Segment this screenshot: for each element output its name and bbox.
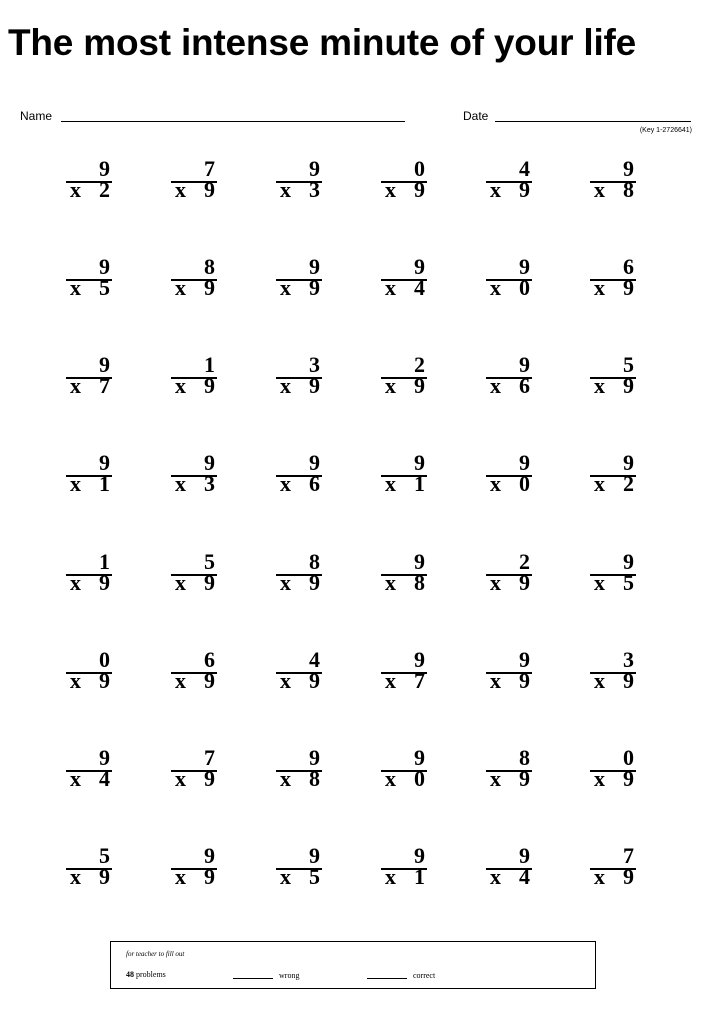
multiply-sign: x: [594, 570, 605, 595]
problem: [66, 452, 112, 498]
multiplier-row: [381, 668, 427, 693]
problem: [486, 649, 532, 695]
multiplier: 1: [99, 471, 110, 496]
multiply-sign: x: [490, 766, 501, 791]
multiplier-row: [590, 373, 636, 398]
problem: [171, 256, 217, 302]
problem: [381, 452, 427, 498]
multiply-sign: x: [70, 471, 81, 496]
multiplicand: 1: [99, 549, 110, 574]
problem: [171, 845, 217, 891]
multiplier: 9: [99, 570, 110, 595]
multiplier: 3: [309, 177, 320, 202]
problem: [381, 845, 427, 891]
problem: [171, 452, 217, 498]
problem: [486, 747, 532, 793]
multiply-sign: x: [594, 864, 605, 889]
problem: [66, 845, 112, 891]
wrong-label: wrong: [279, 971, 300, 980]
multiplier: 9: [623, 766, 634, 791]
problem: [590, 256, 636, 302]
multiplicand: 0: [623, 745, 634, 770]
multiplicand: 7: [204, 745, 215, 770]
multiplier-row: [276, 177, 322, 202]
problem: [276, 354, 322, 400]
problem: [276, 158, 322, 204]
date-field-line[interactable]: [495, 121, 691, 122]
multiplier-row: [171, 275, 217, 300]
problem: [66, 158, 112, 204]
problem: [66, 551, 112, 597]
multiplier-row: [381, 275, 427, 300]
multiplier: 6: [519, 373, 530, 398]
multiplicand: 9: [309, 450, 320, 475]
multiplier-row: [486, 570, 532, 595]
multiply-sign: x: [490, 570, 501, 595]
multiplicand: 4: [309, 647, 320, 672]
multiplicand: 9: [99, 254, 110, 279]
multiplier: 9: [519, 766, 530, 791]
multiplier: 9: [414, 373, 425, 398]
problem: [171, 747, 217, 793]
multiplier: 9: [623, 864, 634, 889]
multiplier: 4: [519, 864, 530, 889]
multiplicand: 9: [309, 156, 320, 181]
multiplier: 9: [519, 570, 530, 595]
multiplicand: 9: [519, 254, 530, 279]
problem: [276, 845, 322, 891]
problem: [171, 158, 217, 204]
multiplicand: 9: [309, 745, 320, 770]
problem: [590, 551, 636, 597]
multiply-sign: x: [280, 570, 291, 595]
multiplicand: 9: [99, 352, 110, 377]
multiplicand: 5: [99, 843, 110, 868]
multiplicand: 9: [623, 549, 634, 574]
multiplier-row: [171, 668, 217, 693]
multiplicand: 9: [623, 156, 634, 181]
multiplicand: 9: [309, 843, 320, 868]
multiplier-row: [276, 570, 322, 595]
multiplier: 9: [309, 373, 320, 398]
problem: [590, 158, 636, 204]
multiplier-row: [276, 668, 322, 693]
multiplicand: 9: [99, 745, 110, 770]
multiplier: 2: [623, 471, 634, 496]
multiply-sign: x: [385, 864, 396, 889]
multiply-sign: x: [385, 570, 396, 595]
multiplicand: 3: [309, 352, 320, 377]
multiply-sign: x: [175, 373, 186, 398]
multiplier-row: [66, 373, 112, 398]
multiplier: 2: [99, 177, 110, 202]
multiplicand: 8: [309, 549, 320, 574]
multiplier: 4: [99, 766, 110, 791]
multiply-sign: x: [280, 766, 291, 791]
multiplier: 1: [414, 471, 425, 496]
multiplicand: 9: [519, 450, 530, 475]
multiply-sign: x: [594, 766, 605, 791]
multiplier-row: [486, 177, 532, 202]
multiplier-row: [66, 668, 112, 693]
multiplier-row: [486, 373, 532, 398]
multiply-sign: x: [594, 471, 605, 496]
problem: [171, 551, 217, 597]
name-field-line[interactable]: [61, 121, 405, 122]
problem: [276, 747, 322, 793]
multiplicand: 9: [519, 647, 530, 672]
problem: [66, 747, 112, 793]
multiplier: 7: [414, 668, 425, 693]
multiplier-row: [171, 373, 217, 398]
problem: [276, 551, 322, 597]
multiplier-row: [381, 570, 427, 595]
teacher-score-box: [110, 941, 596, 989]
problem: [66, 354, 112, 400]
multiply-sign: x: [70, 275, 81, 300]
multiplier-row: [590, 471, 636, 496]
multiplicand: 4: [519, 156, 530, 181]
name-label: Name: [20, 109, 53, 123]
multiplicand: 9: [99, 156, 110, 181]
problem: [486, 354, 532, 400]
problem-count: [126, 970, 166, 979]
multiply-sign: x: [280, 373, 291, 398]
multiply-sign: x: [385, 275, 396, 300]
multiplier: 8: [623, 177, 634, 202]
multiplier: 9: [519, 177, 530, 202]
problem: [590, 354, 636, 400]
multiplier-row: [276, 275, 322, 300]
multiplicand: 0: [99, 647, 110, 672]
multiplier-row: [590, 177, 636, 202]
problem: [276, 256, 322, 302]
multiplier-row: [381, 766, 427, 791]
problem: [486, 551, 532, 597]
problem: [276, 452, 322, 498]
multiplier-row: [381, 864, 427, 889]
multiplier: 9: [99, 668, 110, 693]
problem: [171, 354, 217, 400]
multiplier: 8: [309, 766, 320, 791]
multiplier-row: [486, 668, 532, 693]
answer-key-code: (Key 1-2726641): [639, 127, 692, 134]
multiplier-row: [276, 864, 322, 889]
multiply-sign: x: [280, 275, 291, 300]
multiplicand: 9: [204, 450, 215, 475]
problem: [381, 747, 427, 793]
multiplier-row: [590, 275, 636, 300]
multiplier: 9: [204, 373, 215, 398]
multiplier-row: [66, 766, 112, 791]
multiplier-row: [66, 864, 112, 889]
multiplicand: 9: [309, 254, 320, 279]
multiplier-row: [486, 471, 532, 496]
multiplier: 9: [204, 275, 215, 300]
multiply-sign: x: [175, 177, 186, 202]
multiplier: 9: [623, 275, 634, 300]
multiplicand: 1: [204, 352, 215, 377]
multiplier: 1: [414, 864, 425, 889]
multiply-sign: x: [385, 668, 396, 693]
multiplier: 9: [623, 373, 634, 398]
multiplier-row: [66, 570, 112, 595]
multiplicand: 9: [623, 450, 634, 475]
multiplicand: 0: [414, 156, 425, 181]
problem: [486, 256, 532, 302]
multiplier: 9: [204, 864, 215, 889]
multiply-sign: x: [70, 668, 81, 693]
multiply-sign: x: [385, 177, 396, 202]
multiply-sign: x: [490, 864, 501, 889]
multiplier: 0: [519, 275, 530, 300]
multiply-sign: x: [175, 570, 186, 595]
multiplier-row: [590, 766, 636, 791]
multiplicand: 9: [414, 450, 425, 475]
multiply-sign: x: [594, 668, 605, 693]
multiplicand: 9: [519, 352, 530, 377]
multiply-sign: x: [70, 177, 81, 202]
multiply-sign: x: [490, 177, 501, 202]
multiply-sign: x: [175, 471, 186, 496]
multiplier: 9: [204, 177, 215, 202]
date-label: Date: [463, 109, 489, 123]
multiplier-row: [486, 766, 532, 791]
multiply-sign: x: [280, 864, 291, 889]
multiply-sign: x: [594, 177, 605, 202]
multiplier-row: [381, 373, 427, 398]
multiplier-row: [381, 177, 427, 202]
problem: [486, 452, 532, 498]
multiplier: 8: [414, 570, 425, 595]
multiplicand: 6: [623, 254, 634, 279]
multiplicand: 2: [414, 352, 425, 377]
multiplicand: 5: [623, 352, 634, 377]
multiplier-row: [171, 177, 217, 202]
problem: [171, 649, 217, 695]
multiplicand: 6: [204, 647, 215, 672]
problem: [381, 649, 427, 695]
multiply-sign: x: [280, 471, 291, 496]
multiply-sign: x: [385, 471, 396, 496]
multiplier-row: [486, 275, 532, 300]
multiply-sign: x: [490, 373, 501, 398]
multiplier-row: [381, 471, 427, 496]
multiplier: 9: [519, 668, 530, 693]
multiplier-row: [486, 864, 532, 889]
multiplier-row: [276, 766, 322, 791]
problem: [590, 845, 636, 891]
multiplier: 3: [204, 471, 215, 496]
multiplier: 9: [623, 668, 634, 693]
multiplier: 5: [623, 570, 634, 595]
multiplier: 9: [309, 275, 320, 300]
multiplicand: 9: [414, 549, 425, 574]
multiplier: 9: [309, 668, 320, 693]
multiplicand: 9: [414, 254, 425, 279]
multiplicand: 2: [519, 549, 530, 574]
multiplier-row: [590, 570, 636, 595]
wrong-blank[interactable]: [233, 978, 273, 979]
problem: [276, 649, 322, 695]
multiplier-row: [276, 471, 322, 496]
multiplier: 9: [414, 177, 425, 202]
problem: [66, 256, 112, 302]
multiplicand: 3: [623, 647, 634, 672]
multiplier: 5: [99, 275, 110, 300]
multiplier: 6: [309, 471, 320, 496]
teacher-note: for teacher to fill out: [126, 950, 185, 958]
multiplicand: 7: [204, 156, 215, 181]
multiply-sign: x: [490, 471, 501, 496]
multiply-sign: x: [385, 766, 396, 791]
multiplicand: 9: [204, 843, 215, 868]
multiply-sign: x: [70, 766, 81, 791]
multiplier: 5: [309, 864, 320, 889]
multiplier: 9: [99, 864, 110, 889]
multiplier-row: [590, 668, 636, 693]
multiplier-row: [66, 275, 112, 300]
problem: [590, 747, 636, 793]
multiplier: 4: [414, 275, 425, 300]
problem: [381, 551, 427, 597]
multiplier-row: [590, 864, 636, 889]
multiplier: 9: [204, 766, 215, 791]
multiply-sign: x: [594, 373, 605, 398]
problem: [381, 158, 427, 204]
multiplicand: 9: [414, 647, 425, 672]
multiply-sign: x: [70, 373, 81, 398]
multiplier-row: [171, 471, 217, 496]
multiplier: 0: [519, 471, 530, 496]
problem: [66, 649, 112, 695]
multiplicand: 9: [519, 843, 530, 868]
multiplier: 9: [309, 570, 320, 595]
multiplicand: 7: [623, 843, 634, 868]
problem-count-number: 48: [126, 970, 134, 979]
problem: [590, 649, 636, 695]
multiply-sign: x: [594, 275, 605, 300]
multiplier: 0: [414, 766, 425, 791]
multiply-sign: x: [70, 864, 81, 889]
problem: [381, 354, 427, 400]
multiplier-row: [66, 177, 112, 202]
problem: [381, 256, 427, 302]
multiplier: 7: [99, 373, 110, 398]
problem: [590, 452, 636, 498]
multiplier-row: [276, 373, 322, 398]
multiplier: 9: [204, 668, 215, 693]
multiplier-row: [171, 570, 217, 595]
multiply-sign: x: [490, 275, 501, 300]
multiply-sign: x: [70, 570, 81, 595]
problem-count-label: problems: [136, 970, 166, 979]
multiply-sign: x: [280, 668, 291, 693]
multiply-sign: x: [490, 668, 501, 693]
multiply-sign: x: [280, 177, 291, 202]
multiply-sign: x: [175, 864, 186, 889]
multiplier-row: [171, 766, 217, 791]
problem: [486, 845, 532, 891]
multiply-sign: x: [385, 373, 396, 398]
multiplier-row: [171, 864, 217, 889]
correct-blank[interactable]: [367, 978, 407, 979]
multiplier-row: [66, 471, 112, 496]
multiplicand: 9: [99, 450, 110, 475]
multiplicand: 8: [204, 254, 215, 279]
multiply-sign: x: [175, 766, 186, 791]
multiply-sign: x: [175, 668, 186, 693]
multiplicand: 9: [414, 745, 425, 770]
multiplicand: 5: [204, 549, 215, 574]
multiply-sign: x: [175, 275, 186, 300]
multiplier: 9: [204, 570, 215, 595]
problem: [486, 158, 532, 204]
correct-label: correct: [413, 971, 436, 980]
page-title: The most intense minute of your life: [8, 22, 637, 63]
multiplicand: 9: [414, 843, 425, 868]
multiplicand: 8: [519, 745, 530, 770]
